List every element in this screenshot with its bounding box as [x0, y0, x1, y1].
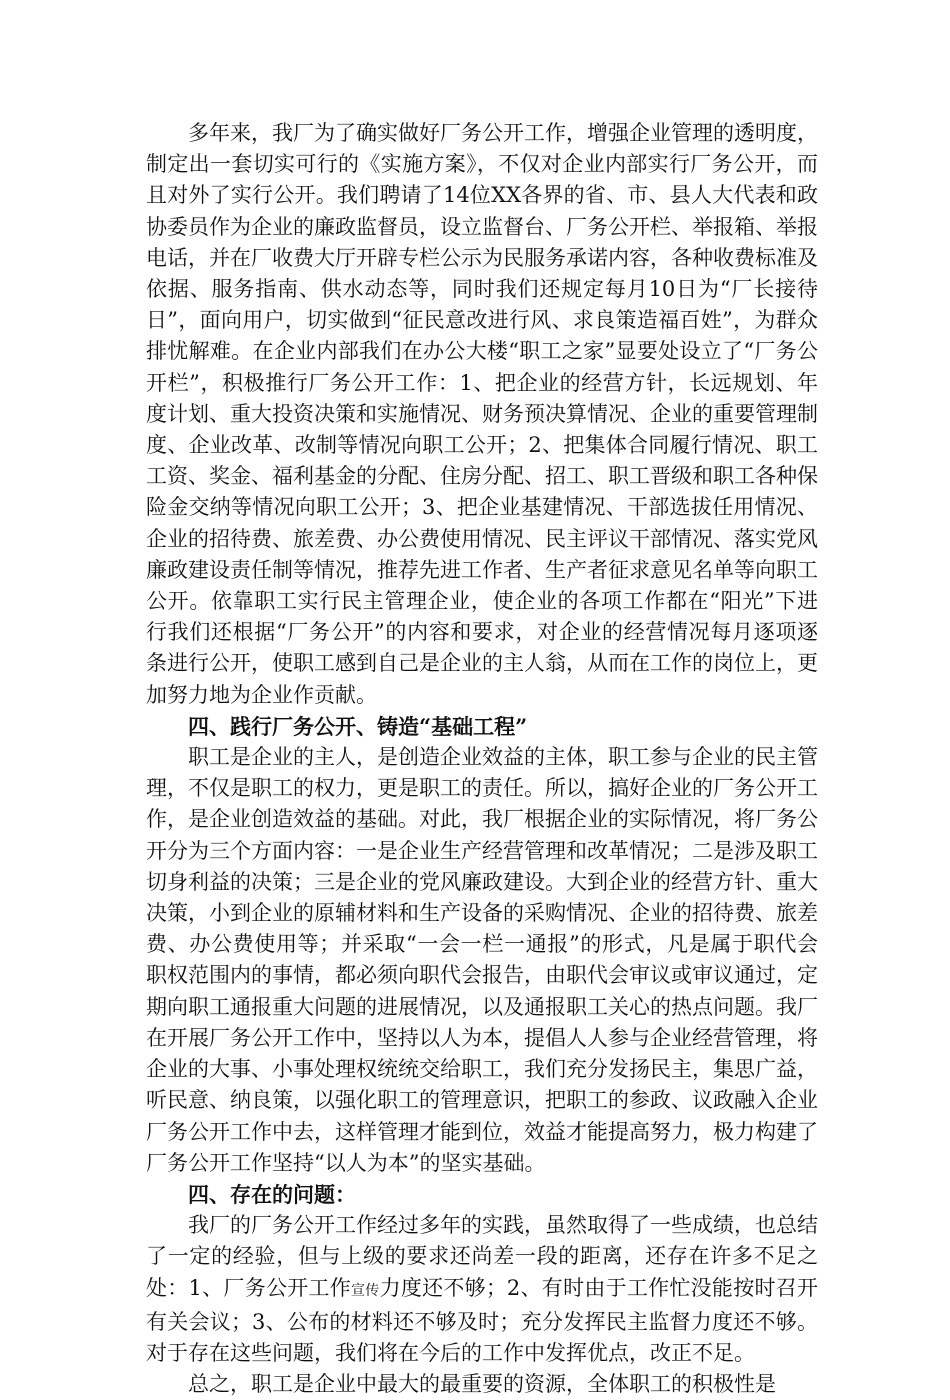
paragraph-problems-part-b: 力度还不够；2、有时由于工作忙没能按时召开有关会议；3、公布的材料还不够及时；充分发挥民主监督力度还不够。对于存在这些问题，我们将在今后的工作中发挥优点，改正不足。	[146, 1275, 819, 1365]
paragraph-problems	[146, 1210, 818, 1369]
paragraph-problems-part-a: 我厂的厂务公开工作经过多年的实践，虽然取得了一些成绩，也总结了一定的经验，但与上级的要求还尚差一段的距离，还存在许多不足之处：1、厂务公开工作	[146, 1213, 818, 1300]
paragraph-foundation: 职工是企业的主人，是创造企业效益的主体，职工参与企业的民主管理，不仅是职工的权力，更是职工的责任。所以，搞好企业的厂务公开工作，是企业创造效益的基础。对此，我厂根据企业的实际情况，将厂务公开分为三个方面内容：一是企业生产经营管理和改革情况；二是涉及职工切身利益的决策；三是企业的党风廉政建设。大到企业的经营方针、重大决策，小到企业的原辅材料和生产设备的采购情况、企业的招待费、旅差费、办公费使用等；并采取“一会一栏一通报”的形式，凡是属于职代会职权范围内的事情，都必须向职代会报告，由职代会审议或审议通过，定期向职工通报重大问题的进展情况，以及通报职工关心的热点问题。我厂在开展厂务公开工作中，坚持以人为本，提倡人人参与企业经营管理，将企业的大事、小事处理权统统交给职工，我们充分发扬民主，集思广益，听民意、纳良策，以强化职工的管理意识，把职工的参政、议政融入企业厂务公开工作中去，这样管理才能到位，效益才能提高努力，极力构建了厂务公开工作坚持“以人为本”的坚实基础。	[146, 745, 818, 1175]
paragraph-problems-small-text: 宣传	[351, 1282, 380, 1299]
paragraph-conclusion: 总之，职工是企业中最大的最重要的资源，全体职工的积极性是	[188, 1372, 776, 1397]
paragraph-openness-practice: 多年来，我厂为了确实做好厂务公开工作，增强企业管理的透明度，制定出一套切实可行的《实施方案》，不仅对企业内部实行厂务公开，而且对外了实行公开。我们聘请了14位XX各界的省、市、县人大代表和政协委员作为企业的廉政监督员，设立监督台、厂务公开栏、举报箱、举报电话，并在厂收费大厅开辟专栏公示为民服务承诺内容，各种收费标准及依据、服务指南、供水动态等，同时我们还规定每月10日为“厂长接待日”，面向用户，切实做到“征民意改进行风、求良策造福百姓”，为群众排忧解难。在企业内部我们在办公大楼“职工之家”显要处设立了“厂务公开栏”，积极推行厂务公开工作：1、把企业的经营方针，长远规划、年度计划、重大投资决策和实施情况、财务预决算情况、企业的重要管理制度、企业改革、改制等情况向职工公开；2、把集体合同履行情况、职工工资、奖金、福利基金的分配、住房分配、招工、职工晋级和职工各种保险金交纳等情况向职工公开；3、把企业基建情况、干部选拔任用情况、企业的招待费、旅差费、办公费使用情况、民主评议干部情况、落实党风廉政建设责任制等情况，推荐先进工作者、生产者征求意见名单等向职工公开。依靠职工实行民主管理企业，使企业的各项工作都在“阳光”下进行我们还根据“厂务公开”的内容和要求，对企业的经营情况每月逐项逐条进行公开，使职工感到自己是企业的主人翁，从而在工作的岗位上，更加努力地为企业作贡献。	[146, 121, 818, 707]
section-heading-problems: 四、存在的问题：	[188, 1181, 356, 1207]
section-heading-foundation: 四、践行厂务公开、铸造“基础工程”	[188, 713, 528, 739]
document-body	[146, 118, 818, 1400]
